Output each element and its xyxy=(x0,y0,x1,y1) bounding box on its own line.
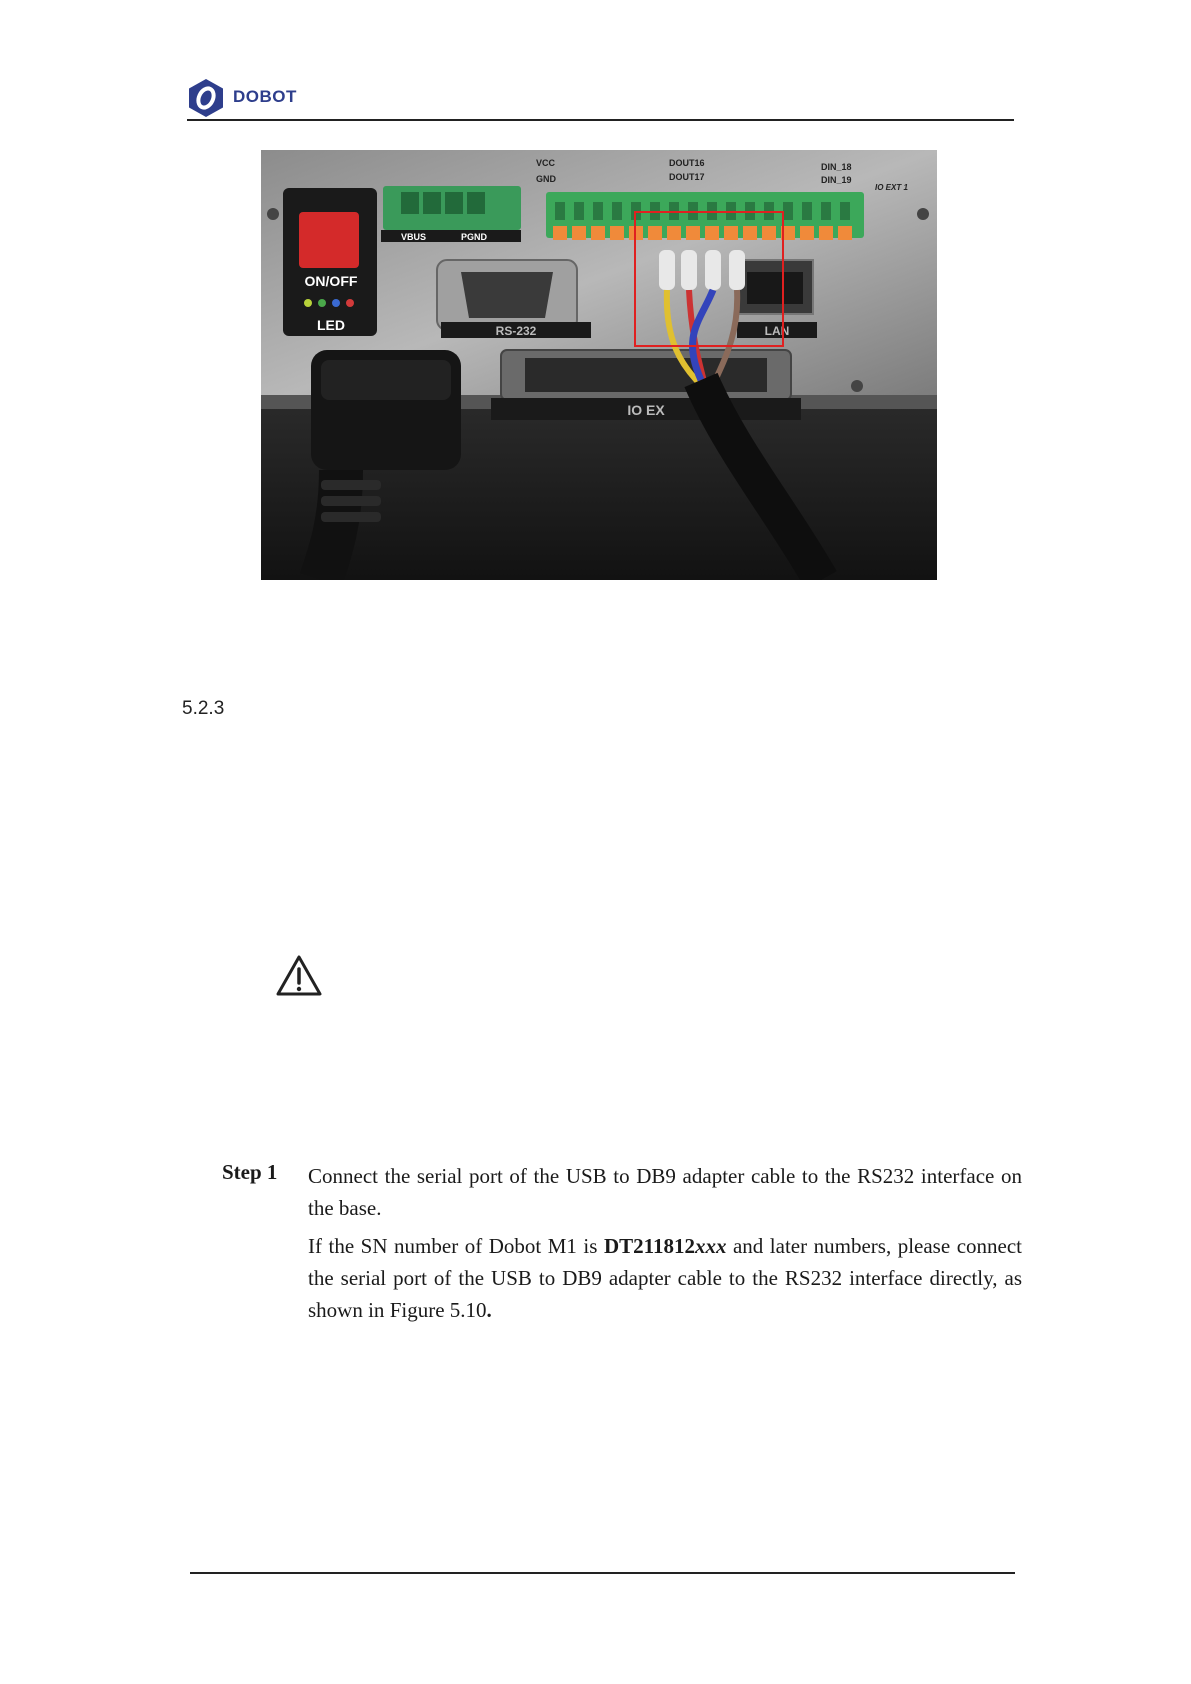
svg-text:DOUT17: DOUT17 xyxy=(669,172,705,182)
brand-name: DOBOT xyxy=(233,87,297,106)
svg-text:IO EXT 1: IO EXT 1 xyxy=(875,183,908,192)
step-note: If the SN number of Dobot M1 is DT211812xxx and later numbers, please connect the serial port of the USB to DB9 adapter cable to the RS232 interface directly, as shown in Figure 5.10. xyxy=(308,1234,1022,1322)
serial-number: DT211812 xyxy=(603,1234,695,1258)
svg-text:RS-232: RS-232 xyxy=(495,324,537,338)
svg-text:IO EX: IO EX xyxy=(627,402,665,418)
figure-reference: Figure 5.10 xyxy=(389,1298,487,1322)
controller-panel-photo xyxy=(261,150,937,580)
step-instruction: Connect the serial port of the USB to DB9 adapter cable to the RS232 interface on the base. xyxy=(308,1164,1022,1220)
svg-text:GND: GND xyxy=(536,174,556,184)
step-label: Step 1 xyxy=(222,1160,278,1184)
svg-text:DIN_18: DIN_18 xyxy=(821,162,852,172)
svg-text:DIN_19: DIN_19 xyxy=(821,175,852,185)
svg-text:VCC: VCC xyxy=(536,158,556,168)
step-body xyxy=(308,1160,1022,1332)
header-divider xyxy=(187,119,1014,121)
svg-text:PGND: PGND xyxy=(461,232,488,242)
page-header xyxy=(187,76,1014,120)
dobot-logo-icon xyxy=(187,78,225,118)
footer-divider xyxy=(190,1572,1015,1574)
svg-text:ON/OFF: ON/OFF xyxy=(304,273,358,289)
svg-text:VBUS: VBUS xyxy=(401,232,427,242)
svg-text:LAN: LAN xyxy=(764,324,790,338)
serial-number-suffix: xxx xyxy=(694,1234,727,1258)
section-number: 5.2.3 xyxy=(182,698,225,719)
warning-triangle-icon xyxy=(276,954,322,996)
svg-text:DOUT16: DOUT16 xyxy=(669,158,705,168)
svg-text:LED: LED xyxy=(317,317,345,333)
